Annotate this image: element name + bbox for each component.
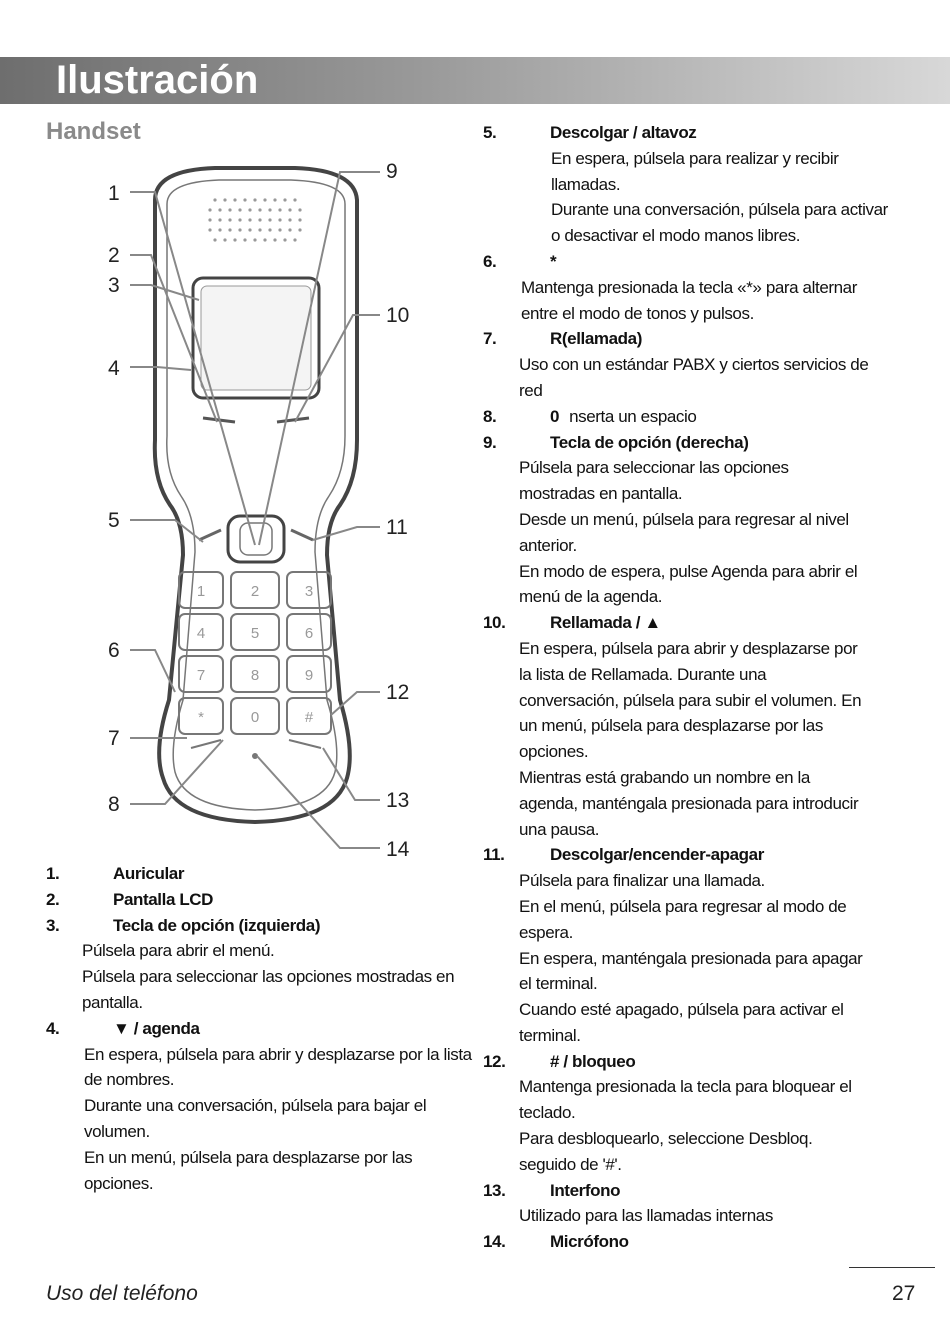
item-text: En espera, púlsela para realizar y recibir (551, 148, 839, 168)
item-number: 11. (483, 845, 505, 865)
item-text: Púlsela para seleccionar las opciones (519, 458, 789, 478)
callout-6: 6 (108, 639, 120, 662)
legend-left-column (46, 861, 476, 1196)
legend-item (46, 1016, 476, 1042)
item-text: En modo de espera, pulse Agenda para abrir el (519, 561, 858, 581)
footer-section: Uso del teléfono (46, 1282, 198, 1305)
item-number: 4. (46, 1018, 60, 1038)
legend-item (483, 1178, 913, 1204)
callout-13: 13 (386, 789, 410, 812)
item-title: Micrófono (550, 1232, 629, 1252)
item-text: Púlsela para finalizar una llamada. (519, 871, 765, 891)
item-text: teclado. (519, 1103, 576, 1123)
item-text: un menú, púlsela para desplazarse por las (519, 716, 823, 736)
legend-item (483, 1229, 913, 1255)
callout-4: 4 (108, 357, 120, 380)
item-number: 8. (483, 406, 497, 426)
item-title: # / bloqueo (550, 1051, 636, 1071)
item-text: entre el modo de tonos y pulsos. (521, 303, 754, 323)
item-text: En espera, manténgala presionada para apagar (519, 948, 863, 968)
callout-11: 11 (386, 516, 408, 539)
legend-item (483, 1049, 913, 1075)
page-title: Ilustración (56, 58, 259, 102)
item-text: de nombres. (84, 1070, 175, 1090)
item-text: Desde un menú, púlsela para regresar al nivel (519, 509, 849, 529)
callout-10: 10 (386, 304, 410, 327)
item-text: En un menú, púlsela para desplazarse por las (84, 1147, 413, 1167)
item-text: Durante una conversación, púlsela para activar (551, 200, 888, 220)
item-text: Cuando esté apagado, púlsela para activar el (519, 1000, 844, 1020)
item-text: Uso con un estándar PABX y ciertos servicios de (519, 355, 869, 375)
item-text: seguido de '#'. (519, 1154, 622, 1174)
item-text: Durante una conversación, púlsela para bajar el (84, 1096, 427, 1116)
callout-5: 5 (108, 509, 120, 532)
item-text: llamadas. (551, 174, 621, 194)
item-number: 12. (483, 1051, 506, 1071)
handset-drawing (95, 160, 435, 860)
item-number: 13. (483, 1180, 506, 1200)
item-text: opciones. (84, 1173, 154, 1193)
callout-7: 7 (108, 727, 120, 750)
item-title: Auricular (113, 864, 185, 883)
item-number: 3. (46, 915, 60, 935)
key-label: 5 (250, 625, 260, 642)
item-text: Mantenga presionada la tecla para bloquear el (519, 1077, 852, 1097)
item-text: Utilizado para las llamadas internas (519, 1206, 773, 1226)
item-text: anterior. (519, 535, 577, 555)
handset-illustration (95, 160, 435, 860)
item-number: 9. (483, 432, 497, 452)
item-text: Mientras está grabando un nombre en la (519, 767, 810, 787)
page-number: 27 (892, 1282, 916, 1305)
legend-item (46, 913, 476, 939)
item-text: agenda, manténgala presionada para introducir (519, 793, 859, 813)
key-label: * (198, 709, 204, 726)
item-text: una pausa. (519, 819, 600, 839)
item-number: 2. (46, 889, 60, 909)
key-label: 2 (250, 583, 260, 600)
key-label: 3 (304, 583, 314, 600)
legend-item (483, 430, 913, 456)
legend-item (483, 404, 913, 430)
item-text: Púlsela para seleccionar las opciones mostradas en (82, 967, 455, 987)
item-text: Para desbloquearlo, seleccione Desbloq. (519, 1129, 813, 1149)
legend-right-column (483, 120, 913, 1255)
item-title: Interfono (550, 1180, 621, 1200)
callout-1: 1 (108, 182, 120, 205)
item-text: red (519, 380, 543, 400)
item-title: ▼ / agenda (113, 1018, 200, 1038)
item-title: R(ellamada) (550, 329, 642, 349)
key-label: 9 (304, 667, 314, 684)
callout-2: 2 (108, 244, 120, 267)
legend-item (483, 842, 913, 868)
item-title: Rellamada / ▲ (550, 613, 661, 633)
item-text: pantalla. (82, 992, 143, 1012)
item-text: la lista de Rellamada. Durante una (519, 664, 767, 684)
item-text: volumen. (84, 1121, 150, 1141)
key-label: 6 (304, 625, 314, 642)
item-text: En espera, púlsela para abrir y desplazarse por (519, 638, 858, 658)
key-label: # (304, 709, 314, 726)
item-text: En espera, púlsela para abrir y desplazarse por la lista (84, 1044, 472, 1064)
item-text: nserta un espacio (569, 406, 697, 426)
callout-12: 12 (386, 681, 410, 704)
legend-item (46, 861, 476, 887)
callout-9: 9 (386, 160, 398, 183)
key-label: 0 (250, 709, 260, 726)
item-title: Tecla de opción (izquierda) (113, 915, 321, 935)
key-label: 7 (196, 667, 206, 684)
item-text: mostradas en pantalla. (519, 484, 683, 504)
item-number: 14. (483, 1232, 506, 1252)
item-number: 10. (483, 613, 506, 633)
legend-item (483, 610, 913, 636)
item-text: Púlsela para abrir el menú. (82, 941, 275, 961)
footer-rule (849, 1267, 935, 1268)
item-text: terminal. (519, 1025, 581, 1045)
item-number: 7. (483, 329, 497, 349)
item-title: * (550, 251, 557, 271)
item-text: menú de la agenda. (519, 587, 663, 607)
legend-item (483, 249, 913, 275)
item-title: Descolgar/encender-apagar (550, 845, 764, 865)
earpiece-grid (208, 198, 301, 241)
item-title: Descolgar / altavoz (550, 123, 697, 142)
item-number: 5. (483, 123, 497, 142)
item-text: espera. (519, 922, 573, 942)
key-label: 4 (196, 625, 206, 642)
item-text: o desactivar el modo manos libres. (551, 226, 801, 246)
legend-item (483, 326, 913, 352)
item-text: opciones. (519, 742, 589, 762)
callout-8: 8 (108, 793, 120, 816)
key-label: 1 (196, 583, 206, 600)
callout-3: 3 (108, 274, 120, 297)
item-text: conversación, púlsela para subir el volumen. En (519, 690, 862, 710)
legend-item (483, 120, 913, 146)
item-number: 1. (46, 864, 60, 883)
callout-14: 14 (386, 838, 410, 861)
item-number: 6. (483, 251, 497, 271)
item-title: Tecla de opción (derecha) (550, 432, 749, 452)
section-title: Handset (46, 118, 141, 145)
item-text: el terminal. (519, 974, 598, 994)
item-title: Pantalla LCD (113, 889, 214, 909)
header-banner (0, 57, 950, 104)
legend-item (46, 887, 476, 913)
item-title: 0 (550, 406, 560, 426)
key-label: 8 (250, 667, 260, 684)
item-text: En el menú, púlsela para regresar al modo de (519, 896, 847, 916)
item-text: Mantenga presionada la tecla «*» para alternar (521, 277, 858, 297)
